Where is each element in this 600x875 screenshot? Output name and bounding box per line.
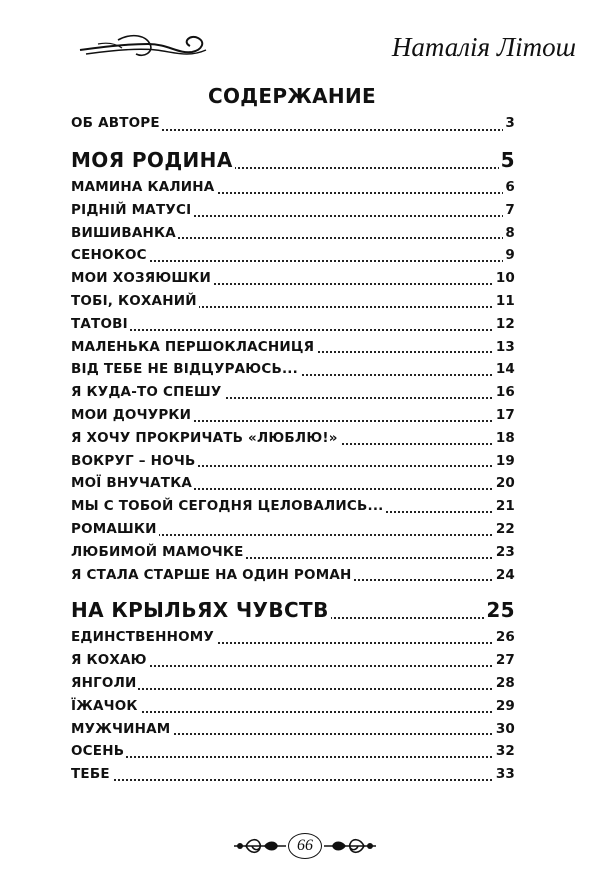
toc-entry-page: 11 [494, 290, 515, 313]
toc-entry [71, 472, 515, 495]
toc-entry-title: Я КУДА-ТО СПЕШУ [71, 381, 224, 404]
toc-entry [71, 763, 515, 786]
toc-entry-page: 6 [503, 176, 515, 199]
toc-entry-page: 24 [494, 564, 515, 587]
scroll-ornament-icon [232, 834, 292, 858]
toc-entry-page: 7 [503, 199, 515, 222]
toc-entry [71, 381, 515, 404]
toc-entry-page: 18 [494, 427, 515, 450]
toc-entry-title: СЕНОКОС [71, 244, 149, 267]
toc-entry-title: РОМАШКИ [71, 518, 159, 541]
toc-entry [71, 718, 515, 741]
toc-entry-page: 20 [494, 472, 515, 495]
toc-entry-page: 19 [494, 450, 515, 473]
toc-entry [71, 427, 515, 450]
toc-entry-page: 22 [494, 518, 515, 541]
toc-entry-page: 21 [494, 495, 515, 518]
toc-entry-title: ЇЖАЧОК [71, 695, 140, 718]
toc-entry-page: 26 [494, 626, 515, 649]
toc-entry-title: Я СТАЛА СТАРШЕ НА ОДИН РОМАН [71, 564, 353, 587]
toc-entry-title: ВІД ТЕБЕ НЕ ВІДЦУРАЮСЬ... [71, 358, 300, 381]
toc-entry [71, 518, 515, 541]
page-footer [0, 826, 600, 866]
toc-entry [71, 541, 515, 564]
toc-entry-page: 3 [503, 112, 515, 135]
toc-entry-title: ОБ АВТОРЕ [71, 112, 162, 135]
toc-entry-title: МАМИНА КАЛИНА [71, 176, 216, 199]
toc-entry-title: МОЇ ВНУЧАТКА [71, 472, 194, 495]
toc-entry-title: ЕДИНСТВЕННОМУ [71, 626, 216, 649]
toc-entry-title: РІДНІЙ МАТУСІ [71, 199, 193, 222]
toc-entry-title: ВОКРУГ – НОЧЬ [71, 450, 197, 473]
toc-entry-title: ТАТОВІ [71, 313, 130, 336]
toc-entry-page: 27 [494, 649, 515, 672]
toc-entry-title: ЛЮБИМОЙ МАМОЧКЕ [71, 541, 246, 564]
toc-entry-page: 16 [494, 381, 515, 404]
toc-entry-page: 32 [494, 740, 515, 763]
page-title: СОДЕРЖАНИЕ [208, 84, 376, 108]
toc-entry [71, 495, 515, 518]
toc-entry-page: 13 [494, 336, 515, 359]
toc-entry-title: МЫ С ТОБОЙ СЕГОДНЯ ЦЕЛОВАЛИСЬ... [71, 495, 385, 518]
toc-entry-page: 30 [494, 718, 515, 741]
toc-entry-title: Я ХОЧУ ПРОКРИЧАТЬ «ЛЮБЛЮ!» [71, 427, 340, 450]
toc-entry-page: 23 [494, 541, 515, 564]
toc-entry [71, 290, 515, 313]
toc-entry [71, 695, 515, 718]
toc-entry-page: 12 [494, 313, 515, 336]
toc-entry-title: ОСЕНЬ [71, 740, 126, 763]
toc-entry-title: МОИ ДОЧУРКИ [71, 404, 193, 427]
toc-entry [71, 176, 515, 199]
toc-entry-page: 9 [503, 244, 515, 267]
toc-entry-title: ВИШИВАНКА [71, 222, 178, 245]
author-name: Наталія Літош [391, 32, 576, 62]
toc-entry [71, 222, 515, 245]
toc-entry-title: МОЯ РОДИНА [71, 144, 235, 176]
toc-entry-title: ЯНГОЛИ [71, 672, 138, 695]
table-of-contents [71, 112, 515, 786]
toc-entry-page: 8 [503, 222, 515, 245]
toc-entry-page: 28 [494, 672, 515, 695]
toc-section-heading [71, 594, 515, 626]
toc-entry [71, 244, 515, 267]
toc-entry-title: МУЖЧИНАМ [71, 718, 172, 741]
toc-entry-title: МАЛЕНЬКА ПЕРШОКЛАСНИЦЯ [71, 336, 316, 359]
toc-entry [71, 336, 515, 359]
page-header [0, 0, 600, 80]
swash-flourish-icon [78, 28, 210, 62]
toc-entry [71, 404, 515, 427]
toc-entry-page: 33 [494, 763, 515, 786]
toc-entry-page: 17 [494, 404, 515, 427]
toc-entry-title: ТОБІ, КОХАНИЙ [71, 290, 199, 313]
toc-section-heading [71, 144, 515, 176]
toc-entry-page: 29 [494, 695, 515, 718]
toc-entry-title: НА КРЫЛЬЯХ ЧУВСТВ [71, 594, 331, 626]
toc-entry [71, 450, 515, 473]
toc-entry [71, 672, 515, 695]
toc-entry-title: МОИ ХОЗЯЮШКИ [71, 267, 213, 290]
toc-entry [71, 740, 515, 763]
toc-entry [71, 358, 515, 381]
toc-entry [71, 564, 515, 587]
toc-entry-page: 5 [499, 144, 515, 176]
toc-entry-page: 25 [484, 594, 515, 626]
toc-entry-title: ТЕБЕ [71, 763, 112, 786]
toc-entry-page: 14 [494, 358, 515, 381]
toc-entry [71, 313, 515, 336]
toc-entry [71, 199, 515, 222]
toc-entry [71, 267, 515, 290]
toc-entry-page: 10 [494, 267, 515, 290]
toc-entry [71, 649, 515, 672]
toc-entry [71, 112, 515, 136]
page-number: 66 [288, 833, 322, 859]
toc-entry [71, 626, 515, 649]
scroll-ornament-icon [318, 834, 378, 858]
toc-entry-title: Я КОХАЮ [71, 649, 149, 672]
